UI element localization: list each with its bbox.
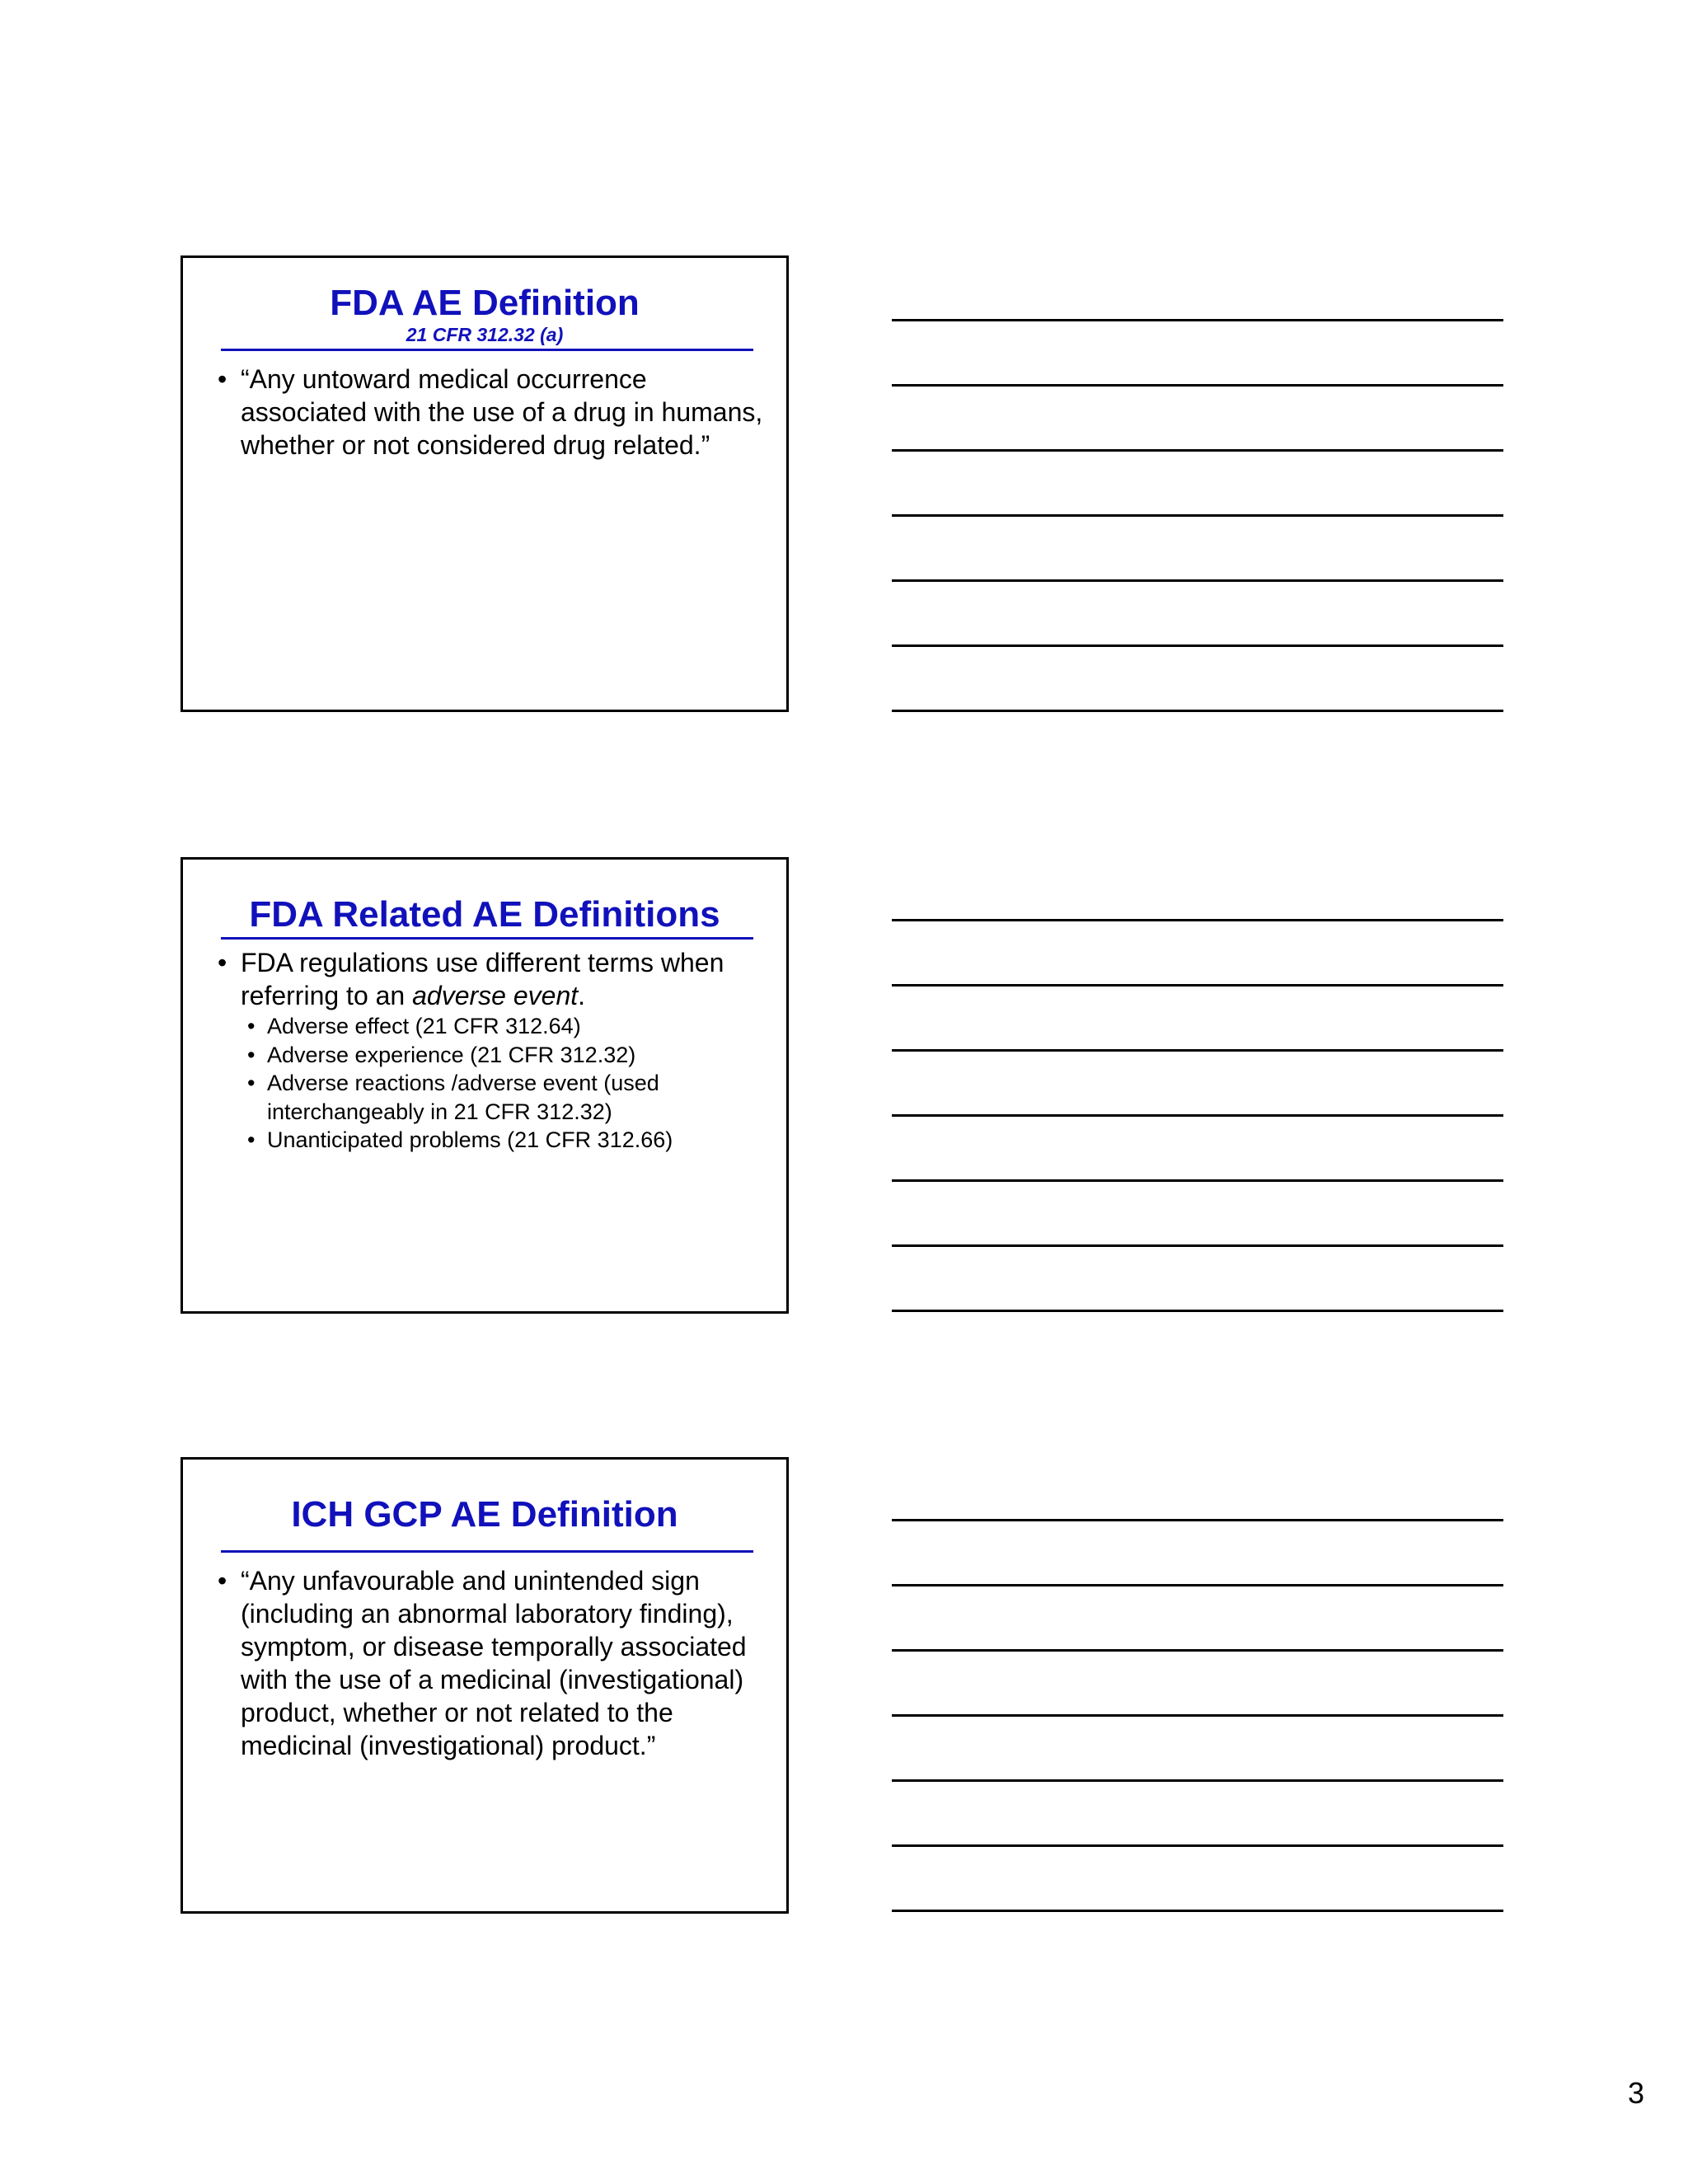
slide-2 <box>181 857 789 1314</box>
bullet-item: • “Any untoward medical occurrence associated with the use of a drug in humans, whether or not considered drug related.” <box>183 363 786 462</box>
bullet-item <box>183 946 786 1012</box>
slide-3 <box>181 1457 789 1914</box>
note-line <box>892 1244 1503 1247</box>
bullet-emphasis: adverse event <box>412 981 579 1010</box>
sub-bullet-item: • Adverse experience (21 CFR 312.32) <box>183 1041 786 1070</box>
note-line <box>892 1179 1503 1182</box>
sub-bullet-list <box>183 1012 786 1155</box>
slide-subtitle: 21 CFR 312.32 (a) <box>406 324 564 345</box>
note-line <box>892 1910 1503 1912</box>
note-line <box>892 1519 1503 1521</box>
note-line <box>892 1049 1503 1052</box>
note-line <box>892 1649 1503 1652</box>
note-line <box>892 319 1503 321</box>
bullet-item: • “Any unfavourable and unintended sign (including an abnormal laboratory finding), symptom, or disease temporally associated with the use of a medicinal (investigational) product, whether or not related to the medicinal (investigational) product.” <box>183 1564 786 1762</box>
note-line <box>892 644 1503 647</box>
note-line <box>892 1714 1503 1717</box>
note-line <box>892 1310 1503 1312</box>
bullet-list <box>183 946 786 1012</box>
note-line <box>892 919 1503 921</box>
bullet-list <box>183 1564 786 1762</box>
sub-bullet-item: • Unanticipated problems (21 CFR 312.66) <box>183 1126 786 1155</box>
bullet-text-end: . <box>578 981 586 1010</box>
note-line <box>892 710 1503 712</box>
slide-title: ICH GCP AE Definition <box>291 1494 678 1535</box>
note-line <box>892 1844 1503 1847</box>
note-line <box>892 449 1503 452</box>
bullet-list <box>183 363 786 462</box>
note-line <box>892 1584 1503 1586</box>
note-line <box>892 384 1503 387</box>
note-line <box>892 1114 1503 1117</box>
note-line <box>892 579 1503 582</box>
slide-1 <box>181 255 789 712</box>
page-number: 3 <box>1627 2076 1644 2110</box>
note-line <box>892 984 1503 987</box>
slide-title: FDA AE Definition <box>330 283 640 323</box>
note-line <box>892 1779 1503 1782</box>
sub-bullet-item: • Adverse effect (21 CFR 312.64) <box>183 1012 786 1041</box>
bullet-text: FDA regulations use different terms when referring to an <box>241 948 724 1010</box>
title-divider <box>221 937 753 940</box>
title-divider <box>221 349 753 351</box>
slide-title: FDA Related AE Definitions <box>249 894 720 935</box>
title-divider <box>221 1550 753 1553</box>
sub-bullet-item: • Adverse reactions /adverse event (used interchangeably in 21 CFR 312.32) <box>183 1069 786 1126</box>
note-line <box>892 514 1503 517</box>
